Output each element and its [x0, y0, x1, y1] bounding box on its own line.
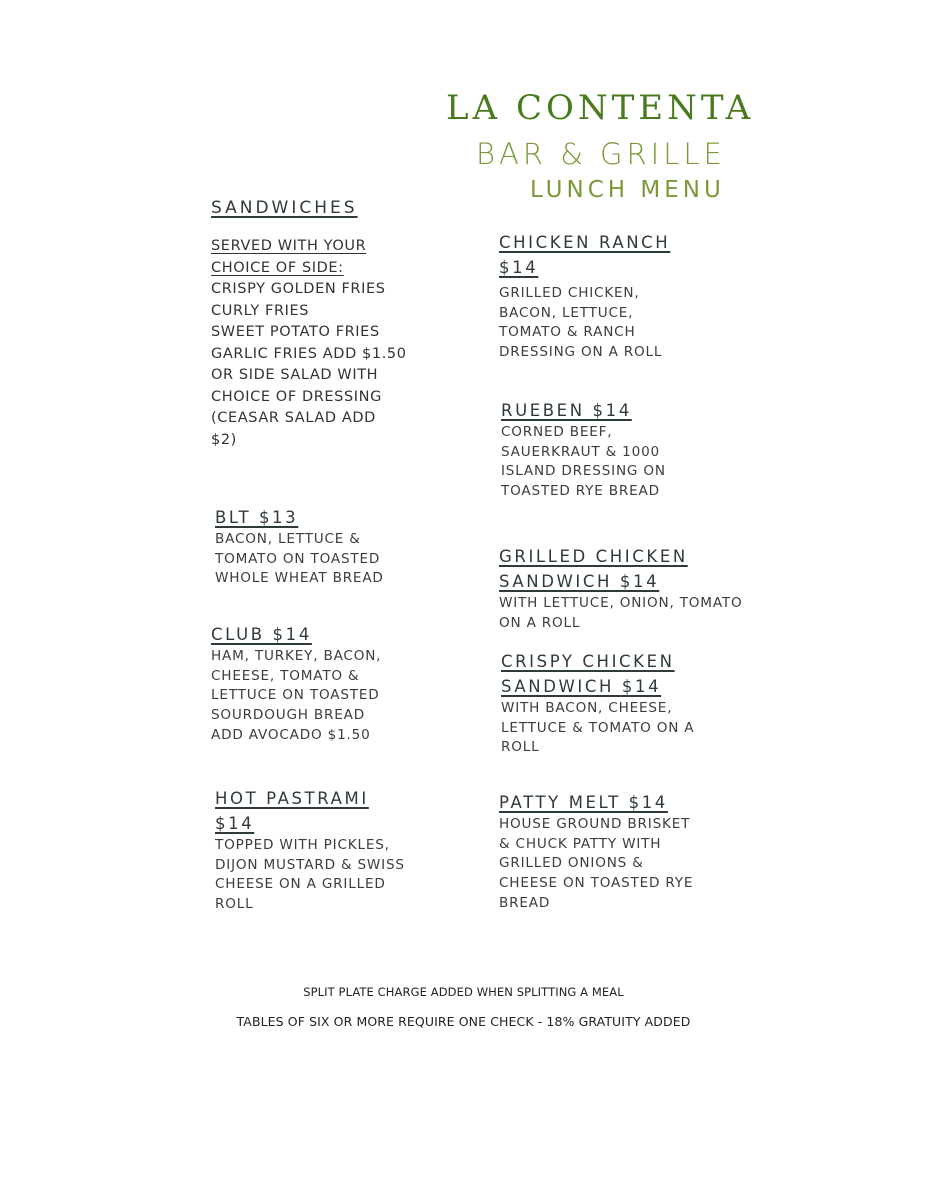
- menu-item-grilled-chicken-sandwich: [499, 544, 769, 633]
- menu-item-crispy-chicken-sandwich: [501, 649, 761, 758]
- item-description: GRILLED CHICKEN, BACON, LETTUCE, TOMATO & RANCH DRESSING ON A ROLL: [499, 285, 663, 361]
- item-description: CORNED BEEF, SAUERKRAUT & 1000 ISLAND DRESSING ON TOASTED RYE BREAD: [501, 424, 666, 500]
- section-title: SANDWICHES: [211, 198, 358, 218]
- menu-item-patty-melt: [499, 790, 759, 914]
- menu-title: LUNCH MENU: [530, 177, 725, 203]
- item-title: GRILLED CHICKEN SANDWICH $14: [499, 547, 688, 591]
- item-title: CLUB $14: [211, 625, 312, 644]
- restaurant-name: LA CONTENTA: [446, 88, 755, 128]
- item-title: CRISPY CHICKEN SANDWICH $14: [501, 652, 675, 696]
- item-description: HAM, TURKEY, BACON, CHEESE, TOMATO & LETTUCE ON TOASTED SOURDOUGH BREAD ADD AVOCADO $1.50: [211, 648, 382, 743]
- item-title: BLT $13: [215, 508, 299, 527]
- menu-item-rueben: [501, 398, 761, 502]
- item-title: PATTY MELT $14: [499, 793, 668, 812]
- item-title: RUEBEN $14: [501, 401, 632, 420]
- restaurant-type: BAR & GRILLE: [476, 137, 726, 171]
- sides-options: CRISPY GOLDEN FRIES CURLY FRIES SWEET POTATO FRIES GARLIC FRIES ADD $1.50 OR SIDE SALAD WITH CHOICE OF DRESSING (CEASAR SALAD ADD $2): [211, 281, 407, 448]
- sides-note: [211, 236, 441, 451]
- menu-item-hot-pastrami: [215, 786, 445, 915]
- split-plate-note: SPLIT PLATE CHARGE ADDED WHEN SPLITTING A MEAL: [303, 985, 624, 999]
- sides-heading: SERVED WITH YOUR CHOICE OF SIDE:: [211, 238, 367, 276]
- item-title: CHICKEN RANCH $14: [499, 233, 671, 277]
- gratuity-note: TABLES OF SIX OR MORE REQUIRE ONE CHECK - 18% GRATUITY ADDED: [236, 1014, 691, 1029]
- item-description: WITH BACON, CHEESE, LETTUCE & TOMATO ON A ROLL: [501, 700, 695, 756]
- item-title: HOT PASTRAMI $14: [215, 789, 369, 833]
- menu-item-blt: [215, 505, 445, 589]
- item-description: TOPPED WITH PICKLES, DIJON MUSTARD & SWISS CHEESE ON A GRILLED ROLL: [215, 837, 405, 913]
- item-description: WITH LETTUCE, ONION, TOMATO ON A ROLL: [499, 595, 743, 631]
- item-description: BACON, LETTUCE & TOMATO ON TOASTED WHOLE WHEAT BREAD: [215, 531, 384, 587]
- menu-item-chicken-ranch: [499, 230, 759, 363]
- menu-item-club: [211, 622, 441, 746]
- item-description: HOUSE GROUND BRISKET & CHUCK PATTY WITH GRILLED ONIONS & CHEESE ON TOASTED RYE BREAD: [499, 816, 694, 911]
